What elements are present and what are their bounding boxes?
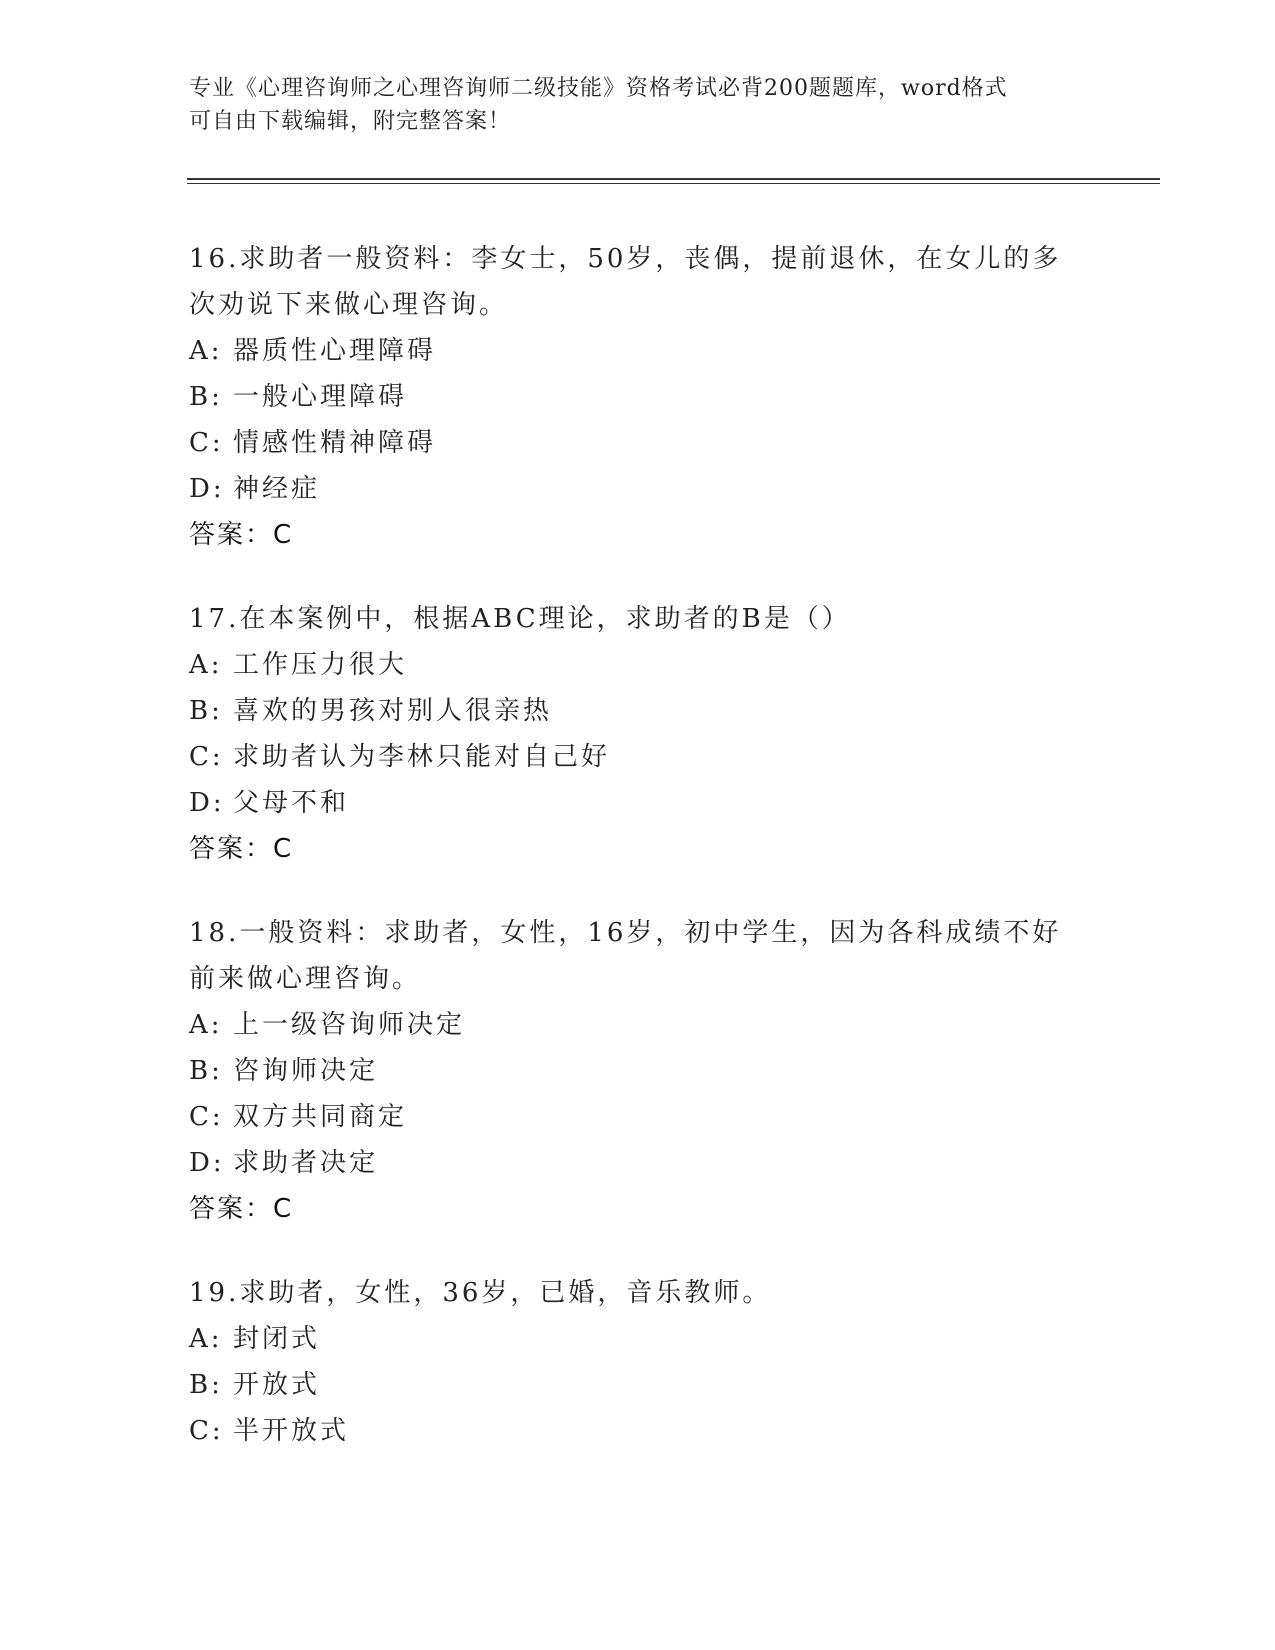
option-c xyxy=(189,1094,1089,1140)
option-label: B: xyxy=(189,1370,223,1400)
option-text: 情感性精神障碍 xyxy=(233,428,437,458)
answer-line: 答案：C xyxy=(189,1194,294,1224)
option-text: 开放式 xyxy=(233,1370,321,1400)
question-stem: 19.求助者，女性，36岁，已婚，音乐教师。 xyxy=(189,1278,772,1308)
option-d xyxy=(189,1140,1089,1186)
answer-line: 答案：C xyxy=(189,520,294,550)
answer-line: 答案：C xyxy=(189,834,294,864)
option-label: C: xyxy=(189,742,224,772)
option-c xyxy=(189,1408,1089,1454)
option-text: 父母不和 xyxy=(233,788,350,818)
option-text: 上一级咨询师决定 xyxy=(233,1010,466,1040)
option-a xyxy=(189,328,1089,374)
option-text: 封闭式 xyxy=(233,1324,321,1354)
option-text: 半开放式 xyxy=(233,1416,350,1446)
question-17 xyxy=(189,596,1089,872)
option-b xyxy=(189,1362,1089,1408)
option-d xyxy=(189,780,1089,826)
option-a xyxy=(189,1002,1089,1048)
option-label: D: xyxy=(189,1148,225,1178)
document-header xyxy=(189,72,1089,138)
option-text: 神经症 xyxy=(233,474,321,504)
option-text: 咨询师决定 xyxy=(233,1056,379,1086)
option-label: C: xyxy=(189,1102,224,1132)
option-label: D: xyxy=(189,474,225,504)
option-label: A: xyxy=(189,336,223,366)
option-label: D: xyxy=(189,788,225,818)
option-text: 工作压力很大 xyxy=(233,650,408,680)
option-c xyxy=(189,734,1089,780)
option-b xyxy=(189,1048,1089,1094)
question-18 xyxy=(189,910,1089,1232)
option-a xyxy=(189,1316,1089,1362)
option-label: C: xyxy=(189,1416,224,1446)
header-line-1: 专业《心理咨询师之心理咨询师二级技能》资格考试必背200题题库，word格式 xyxy=(189,76,1008,101)
option-b xyxy=(189,688,1089,734)
question-stem: 18.一般资料：求助者，女性，16岁，初中学生，因为各科成绩不好前来做心理咨询。 xyxy=(189,918,1062,994)
option-label: B: xyxy=(189,382,223,412)
option-text: 器质性心理障碍 xyxy=(233,336,437,366)
option-label: A: xyxy=(189,1010,223,1040)
option-text: 喜欢的男孩对别人很亲热 xyxy=(233,696,553,726)
option-text: 一般心理障碍 xyxy=(233,382,408,412)
option-label: C: xyxy=(189,428,224,458)
question-list xyxy=(189,236,1089,1492)
option-b xyxy=(189,374,1089,420)
question-19 xyxy=(189,1270,1089,1454)
option-d xyxy=(189,466,1089,512)
question-stem: 17.在本案例中，根据ABC理论，求助者的B是（） xyxy=(189,604,851,634)
option-label: B: xyxy=(189,696,223,726)
option-text: 求助者决定 xyxy=(233,1148,379,1178)
option-label: B: xyxy=(189,1056,223,1086)
question-16 xyxy=(189,236,1089,558)
option-a xyxy=(189,642,1089,688)
header-line-2: 可自由下载编辑，附完整答案！ xyxy=(189,109,512,134)
option-text: 双方共同商定 xyxy=(233,1102,408,1132)
header-divider-thin xyxy=(187,183,1160,184)
question-stem: 16.求助者一般资料：李女士，50岁，丧偶，提前退休，在女儿的多次劝说下来做心理咨询。 xyxy=(189,244,1062,320)
option-label: A: xyxy=(189,650,223,680)
option-label: A: xyxy=(189,1324,223,1354)
option-c xyxy=(189,420,1089,466)
option-text: 求助者认为李林只能对自己好 xyxy=(233,742,611,772)
header-divider-thick xyxy=(187,178,1160,180)
